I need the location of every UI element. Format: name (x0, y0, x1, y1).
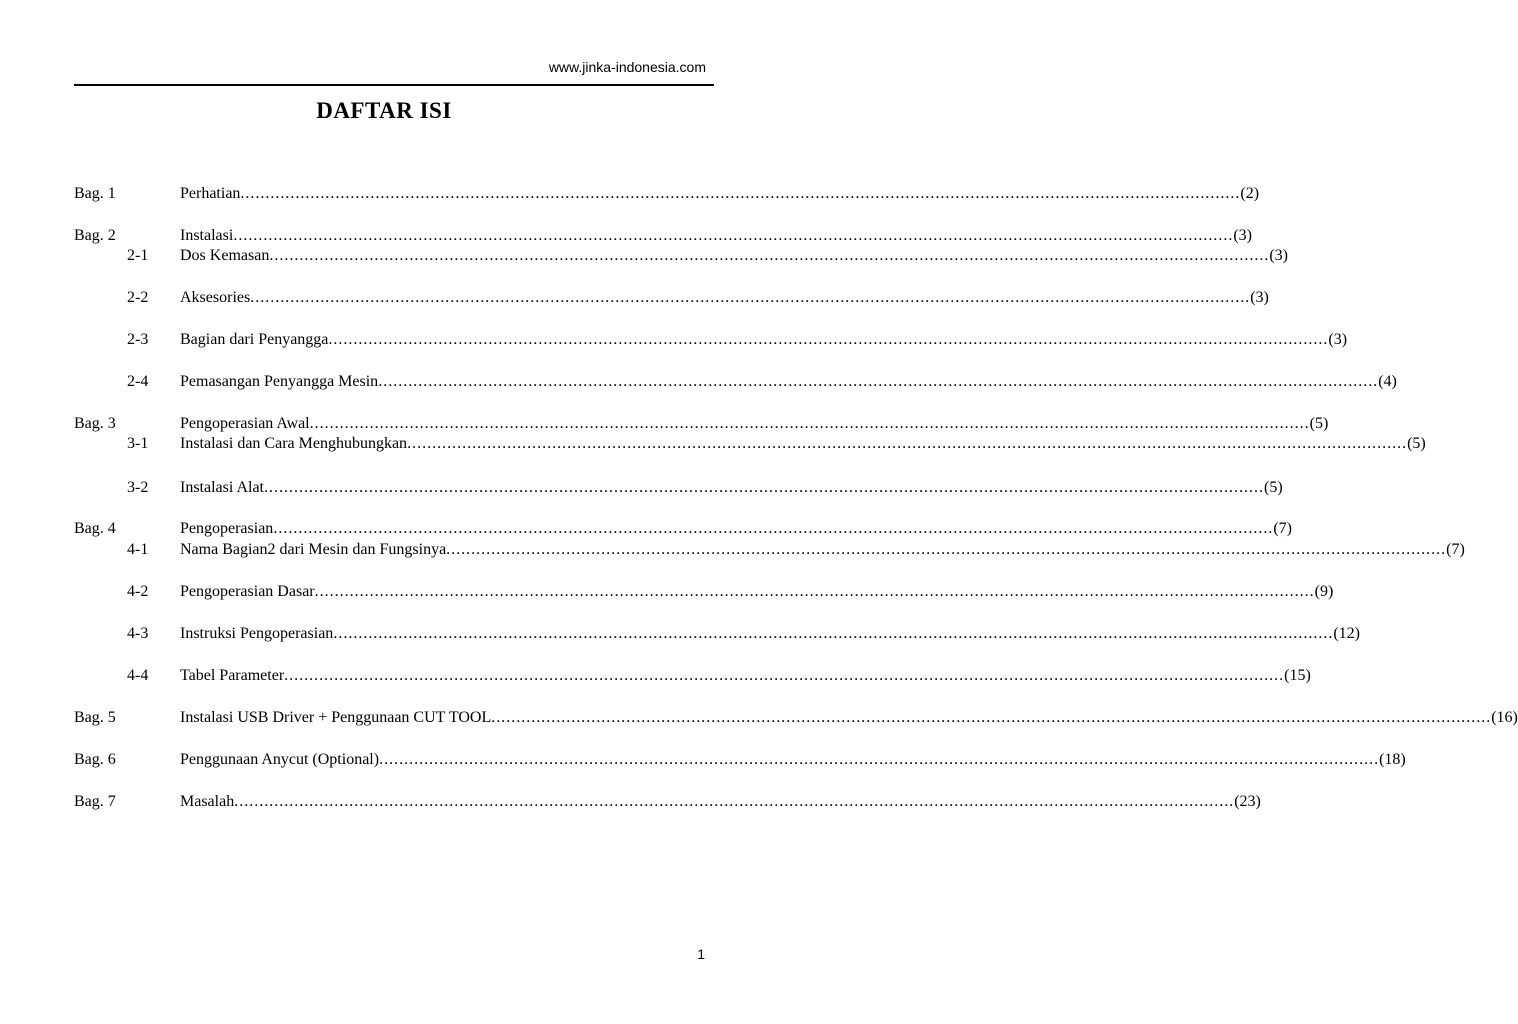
toc-page: (23) (1234, 793, 1261, 810)
toc-number: 2-1 (127, 247, 149, 264)
toc-entry-bag-3 (0, 414, 1329, 434)
toc-leader-dots: ........................................................................................................................................................................................................ (269, 247, 1270, 264)
toc-page: (7) (1273, 520, 1292, 537)
toc-entry-2-4 (0, 372, 1397, 392)
toc-leader-dots: ........................................................................................................................................................................................................ (263, 479, 1264, 496)
toc-label: Instruksi Pengoperasian (180, 625, 334, 642)
toc-number: 4-2 (127, 583, 149, 600)
toc-number: 2-3 (127, 331, 149, 348)
toc-leader-dots: ........................................................................................................................................................................................................ (379, 751, 1380, 768)
toc-label: Instalasi (180, 227, 234, 244)
toc-leader-dots: ........................................................................................................................................................................................................ (284, 667, 1285, 684)
toc-entry-4-3 (0, 624, 1360, 644)
toc-page: (16) (1491, 709, 1518, 726)
toc-number: Bag. 4 (74, 520, 116, 537)
toc-leader-dots: ........................................................................................................................................................................................................ (233, 227, 1234, 244)
toc-leader-dots: ........................................................................................................................................................................................................ (234, 793, 1235, 810)
toc-page: (3) (1269, 247, 1288, 264)
toc-number: 4-1 (127, 541, 149, 558)
toc-number: Bag. 2 (74, 227, 116, 244)
toc-label: Instalasi Alat (180, 479, 264, 496)
header-url: www.jinka-indonesia.com (548, 59, 706, 75)
toc-label: Aksesories (180, 289, 251, 306)
toc-leader-dots: ........................................................................................................................................................................................................ (491, 709, 1492, 726)
toc-entry-bag-7 (0, 792, 1261, 812)
header-rule (74, 84, 714, 86)
toc-entry-bag-4 (0, 519, 1292, 539)
toc-label: Dos Kemasan (180, 247, 270, 264)
toc-label: Pengoperasian Dasar (180, 583, 315, 600)
toc-entry-3-2 (0, 478, 1283, 498)
toc-leader-dots: ........................................................................................................................................................................................................ (378, 373, 1379, 390)
toc-page: (18) (1379, 751, 1406, 768)
toc-page: (15) (1284, 667, 1311, 684)
toc-number: 2-4 (127, 373, 149, 390)
toc-page: (3) (1233, 227, 1252, 244)
toc-label: Bagian dari Penyangga (180, 331, 329, 348)
toc-leader-dots: ........................................................................................................................................................................................................ (328, 331, 1329, 348)
toc-leader-dots: ........................................................................................................................................................................................................ (333, 625, 1334, 642)
toc-label: Pengoperasian (180, 520, 274, 537)
toc-entry-4-1 (0, 540, 1465, 560)
toc-number: Bag. 6 (74, 751, 116, 768)
toc-entry-bag-1 (0, 184, 1260, 204)
toc-page: (5) (1309, 415, 1329, 432)
toc-entry-4-2 (0, 582, 1334, 602)
toc-label: Masalah (180, 793, 235, 810)
toc-leader-dots: ........................................................................................................................................................................................................ (309, 415, 1310, 432)
toc-number: Bag. 7 (74, 793, 116, 810)
toc-entry-bag-2 (0, 226, 1252, 246)
toc-entry-bag-5 (0, 708, 1518, 728)
toc-number: 4-4 (127, 667, 149, 684)
toc-label: Nama Bagian2 dari Mesin dan Fungsinya (180, 541, 447, 558)
toc-number: Bag. 1 (74, 185, 116, 202)
toc-page: (3) (1250, 289, 1269, 306)
toc-number: 3-1 (127, 435, 149, 452)
toc-leader-dots: ........................................................................................................................................................................................................ (314, 583, 1315, 600)
toc-entry-2-1 (0, 246, 1288, 266)
toc-entry-bag-6 (0, 750, 1406, 770)
toc-entry-4-4 (0, 666, 1311, 686)
toc-page: (3) (1328, 331, 1348, 348)
toc-number: 4-3 (127, 625, 149, 642)
toc-number: 2-2 (127, 289, 149, 306)
toc-label: Pemasangan Penyangga Mesin (180, 373, 379, 390)
toc-number: Bag. 3 (74, 415, 116, 432)
toc-leader-dots: ........................................................................................................................................................................................................ (407, 435, 1408, 452)
toc-entry-2-2 (0, 288, 1269, 308)
toc-label: Penggunaan Anycut (Optional) (180, 751, 380, 768)
toc-leader-dots: ........................................................................................................................................................................................................ (250, 289, 1251, 306)
toc-label: Tabel Parameter (180, 667, 285, 684)
toc-page: (9) (1314, 583, 1334, 600)
toc-leader-dots: ........................................................................................................................................................................................................ (446, 541, 1447, 558)
toc-page: (5) (1263, 479, 1283, 496)
toc-label: Perhatian (180, 185, 241, 202)
toc-page: (5) (1407, 435, 1426, 452)
toc-page: (4) (1378, 373, 1397, 390)
page-number: 1 (697, 946, 705, 962)
toc-leader-dots: ........................................................................................................................................................................................................ (240, 185, 1241, 202)
page-title: DAFTAR ISI (316, 98, 452, 123)
toc-number: Bag. 5 (74, 709, 116, 726)
toc-label: Pengoperasian Awal (180, 415, 310, 432)
toc-page: (2) (1240, 185, 1260, 202)
toc-number: 3-2 (127, 479, 149, 496)
toc-leader-dots: ........................................................................................................................................................................................................ (273, 520, 1274, 537)
toc-entry-3-1 (0, 434, 1426, 454)
toc-page: (12) (1333, 625, 1360, 642)
toc-entry-2-3 (0, 330, 1348, 350)
toc-label: Instalasi USB Driver + Penggunaan CUT TOOL (180, 709, 492, 726)
toc-page: (7) (1446, 541, 1465, 558)
toc-label: Instalasi dan Cara Menghubungkan (180, 435, 408, 452)
